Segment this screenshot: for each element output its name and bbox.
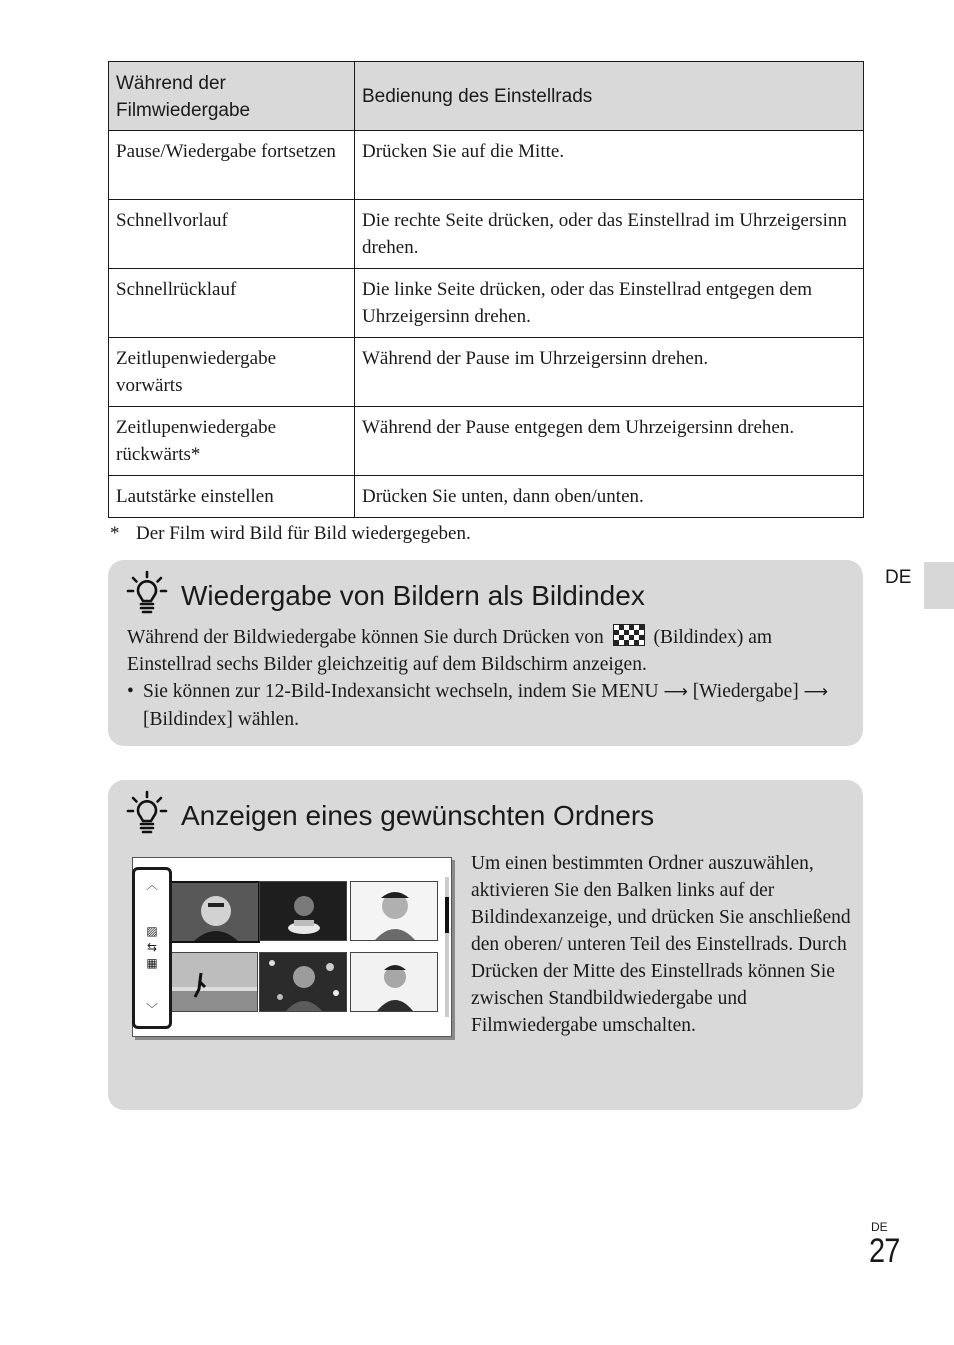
- thumbnail-portrait-boy: [170, 881, 260, 943]
- table-header-row: [109, 62, 864, 131]
- tip-bullet: [127, 678, 839, 733]
- page-language-label: DE: [871, 1220, 888, 1234]
- movie-icon: ▦: [146, 956, 158, 970]
- table-row: [109, 407, 864, 476]
- table-cell: Zeitlupenwiedergabe vorwärts: [109, 338, 355, 407]
- bullet-text-part: [Bildindex] wählen.: [143, 709, 299, 730]
- arrow-right-icon: ⟶: [663, 682, 688, 702]
- table-header-cell: Während der Filmwiedergabe: [109, 62, 355, 131]
- scrollbar: [445, 877, 449, 1017]
- tip-text: Während der Bildwiedergabe können Sie durch Drücken von: [127, 627, 604, 648]
- scrollbar-thumb: [445, 897, 449, 933]
- footnote-mark: *: [110, 523, 120, 544]
- table-cell: Die rechte Seite drücken, oder das Einstellrad im Uhrzeigersinn drehen.: [355, 200, 864, 269]
- bullet-text-part: Sie können zur 12-Bild-Indexansicht wechseln, indem Sie MENU: [143, 681, 659, 702]
- table-header-cell: Bedienung des Einstellrads: [355, 62, 864, 131]
- tip-box-bildindex: [108, 560, 863, 746]
- still-image-icon: ▨: [146, 924, 158, 938]
- lightbulb-icon: [126, 570, 168, 616]
- thumbnail-beach-runner: [170, 952, 258, 1012]
- thumbnail-child-portrait: [350, 952, 438, 1012]
- table-cell: Drücken Sie auf die Mitte.: [355, 131, 864, 200]
- bullet-text-part: [Wiedergabe]: [692, 681, 799, 702]
- table-row: [109, 338, 864, 407]
- folder-selection-bar: [132, 867, 172, 1029]
- table-cell: Zeitlupenwiedergabe rückwärts*: [109, 407, 355, 476]
- table-footnote: [110, 520, 471, 547]
- bullet-text: [143, 678, 839, 733]
- tip-box-ordner: [108, 780, 863, 1110]
- table-cell: Drücken Sie unten, dann oben/unten.: [355, 476, 864, 518]
- mixed-mode-icon: ⇆: [146, 940, 158, 954]
- chevron-up-icon: ︿: [145, 878, 158, 892]
- table-cell: Die linke Seite drücken, oder das Einstellrad entgegen dem Uhrzeigersinn drehen.: [355, 269, 864, 338]
- table-cell: Schnellrücklauf: [109, 269, 355, 338]
- table-cell: Während der Pause entgegen dem Uhrzeigersinn drehen.: [355, 407, 864, 476]
- lightbulb-icon: [126, 790, 168, 836]
- playback-operations-table: [108, 61, 864, 518]
- table-cell: Während der Pause im Uhrzeigersinn drehen.: [355, 338, 864, 407]
- language-tab-marker: [924, 562, 954, 609]
- index-screen-illustration: [132, 857, 452, 1037]
- arrow-right-icon: ⟶: [803, 682, 828, 702]
- footnote-text: Der Film wird Bild für Bild wiedergegeben.: [136, 523, 471, 544]
- table-row: [109, 269, 864, 338]
- chevron-down-icon: ﹀: [145, 1002, 158, 1016]
- tip-body: Um einen bestimmten Ordner auszuwählen, aktivieren Sie den Balken links auf der Bildindexanzeige, und drücken Sie anschließend den oberen/ unteren Teil des Einstellrads. Durch Drücken der Mitte des Einstellrads können Sie zwischen Standbildwiedergabe und Filmwiedergabe umschalten.: [471, 853, 851, 1036]
- bullet-dot-icon: •: [127, 681, 134, 702]
- thumbnail-birthday-cake: [259, 881, 347, 941]
- table-row: [109, 476, 864, 518]
- thumbnail-bokeh-lights: [259, 952, 347, 1012]
- thumbnail-smiling-child: [350, 881, 438, 941]
- table-row: [109, 131, 864, 200]
- table-cell: Lautstärke einstellen: [109, 476, 355, 518]
- language-tab-label: DE: [885, 567, 912, 588]
- tip-paragraph: [127, 624, 839, 678]
- index-grid-icon: [613, 624, 645, 646]
- table-cell: Schnellvorlauf: [109, 200, 355, 269]
- tip-body: [127, 624, 839, 733]
- tip-text: (Bildindex) am Einstellrad sechs Bilder gleichzeitig auf dem Bildschirm anzeigen.: [127, 627, 773, 675]
- tip-title: Anzeigen eines gewünschten Ordners: [181, 800, 655, 831]
- tip-title: Wiedergabe von Bildern als Bildindex: [181, 580, 645, 611]
- table-row: [109, 200, 864, 269]
- page-number: 27: [869, 1232, 900, 1270]
- table-cell: Pause/Wiedergabe fortsetzen: [109, 131, 355, 200]
